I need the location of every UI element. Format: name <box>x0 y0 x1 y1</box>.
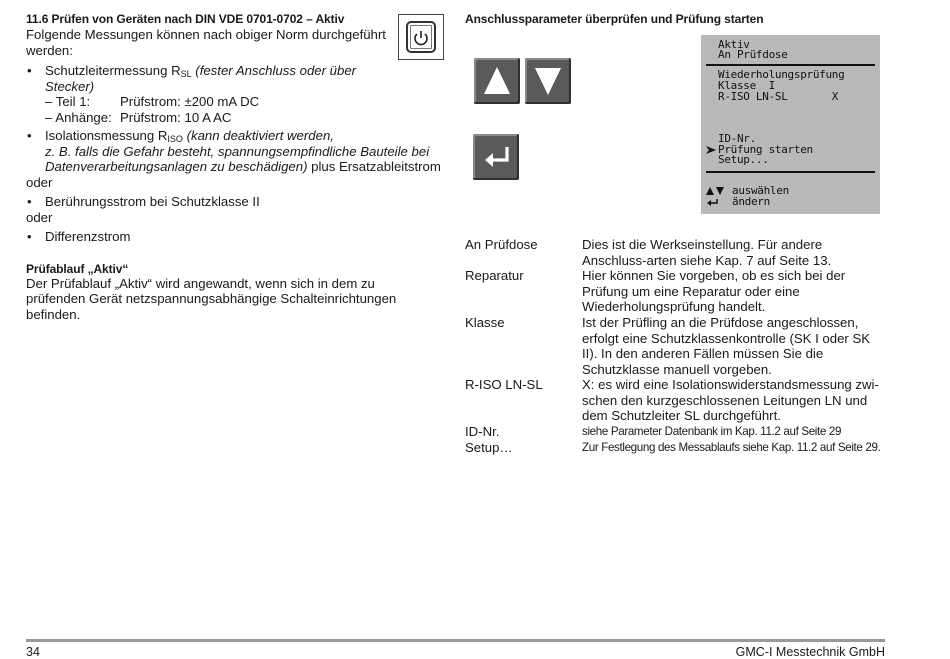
lcd-divider <box>706 64 875 66</box>
param-label: Klasse <box>465 315 505 330</box>
param-desc: Hier können Sie vorgeben, ob es sich bei der Prüfung um eine Reparatur oder eine Wiederholungsprüfung handelt. <box>582 268 846 314</box>
subsection-title: Prüfablauf „Aktiv“ <box>26 261 129 276</box>
sub-row-appendix: – Anhänge: Prüfstrom: 10 A AC <box>45 109 232 125</box>
lcd-line: An Prüfdose <box>718 48 788 61</box>
triangle-down-icon <box>525 58 571 104</box>
param-desc: Ist der Prüfling an die Prüfdose angeschlossen, erfolgt eine Schutzklassenkontrolle (SK I oder SK II). In den anderen Fällen müssen Sie die Schutzklasse manuell vorgeben. <box>582 315 871 377</box>
lcd-line: Setup... <box>718 153 769 166</box>
bullet-differential-current: • Differenzstrom <box>26 229 436 245</box>
lcd-line: Klasse I <box>718 79 775 92</box>
or-text: oder <box>26 209 53 225</box>
enter-key <box>473 134 519 180</box>
triangle-up-icon <box>474 58 520 104</box>
sub-row-part1: – Teil 1: Prüfstrom: ±200 mA DC <box>45 94 260 109</box>
power-icon <box>408 23 434 51</box>
or-text: oder <box>26 174 53 190</box>
bullet-insulation: • Isolationsmessung $R_{ISO}$ (kann deaktiviert werden, z. B. falls die Gefahr besteht, spannungsempfindliche Bauteile bei Datenverarbeitungsanlagen zu beschädigen) plus Ersatzableitstrom <box>26 128 455 175</box>
subsection-text: Der Prüfablauf „Aktiv“ wird angewandt, wenn sich in dem zu prüfenden Gerät netzspannungsabhängige Schalteinrichtungen befinden. <box>26 275 397 322</box>
param-desc: X: es wird eine Isolationswiderstandsmessung zwi-schen den kurzgeschlossenen Leitungen LN und dem Schutzleiter SL durchgeführt. <box>582 377 879 423</box>
lcd-hint: auswählen <box>732 184 789 197</box>
param-label: Reparatur <box>465 268 524 283</box>
page-number: 34 <box>26 645 40 659</box>
lcd-line-selected: Prüfung starten <box>718 143 813 156</box>
section-title: 11.6 Prüfen von Geräten nach DIN VDE 0701-0702 – Aktiv <box>26 12 345 26</box>
key-frame <box>406 21 436 53</box>
lcd-hint: ändern <box>732 195 770 208</box>
intro-text: Folgende Messungen können nach obiger Norm durchgeführt werden: <box>26 27 386 58</box>
lcd-divider <box>706 171 875 173</box>
lcd-line: Aktiv <box>718 38 750 51</box>
left-column <box>26 12 441 322</box>
param-label: R-ISO LN-SL <box>465 377 543 392</box>
company-name: GMC-I Messtechnik GmbH <box>735 645 885 659</box>
lcd-line: ID-Nr. <box>718 132 756 145</box>
power-key-icon <box>398 14 444 60</box>
footer-rule <box>26 639 885 642</box>
bullet-protective-conductor: • Schutzleitermessung $R_{SL}$ (fester Anschluss oder über Stecker) <box>26 63 385 94</box>
param-label: An Prüfdose <box>465 237 538 252</box>
param-desc: siehe Parameter Datenbank im Kap. 11.2 auf Seite 29 <box>582 425 842 438</box>
right-section-title: Anschlussparameter überprüfen und Prüfung starten <box>465 12 764 26</box>
param-label: Setup… <box>465 440 513 455</box>
lcd-line: Wiederholungsprüfung <box>718 68 845 81</box>
selection-pointer-icon <box>706 146 717 154</box>
arrow-up-key <box>474 58 520 104</box>
arrow-down-key <box>525 58 571 104</box>
up-down-arrows-icon <box>706 187 726 196</box>
bullet1-note: (fester Anschluss oder über Stecker) <box>45 63 357 94</box>
enter-small-icon <box>706 198 720 207</box>
param-label: ID-Nr. <box>465 424 500 439</box>
param-desc: Dies ist die Werkseinstellung. Für andere Anschluss-arten siehe Kap. 7 auf Seite 13. <box>582 237 832 268</box>
param-desc: Zur Festlegung des Messablaufs siehe Kap. 11.2 auf Seite 29. <box>582 441 881 454</box>
lcd-line: R-ISO LN-SL X <box>718 90 839 103</box>
enter-arrow-icon <box>473 134 519 180</box>
lcd-display <box>701 35 880 214</box>
bullet-touch-current: • Berührungsstrom bei Schutzklasse II <box>26 194 436 210</box>
